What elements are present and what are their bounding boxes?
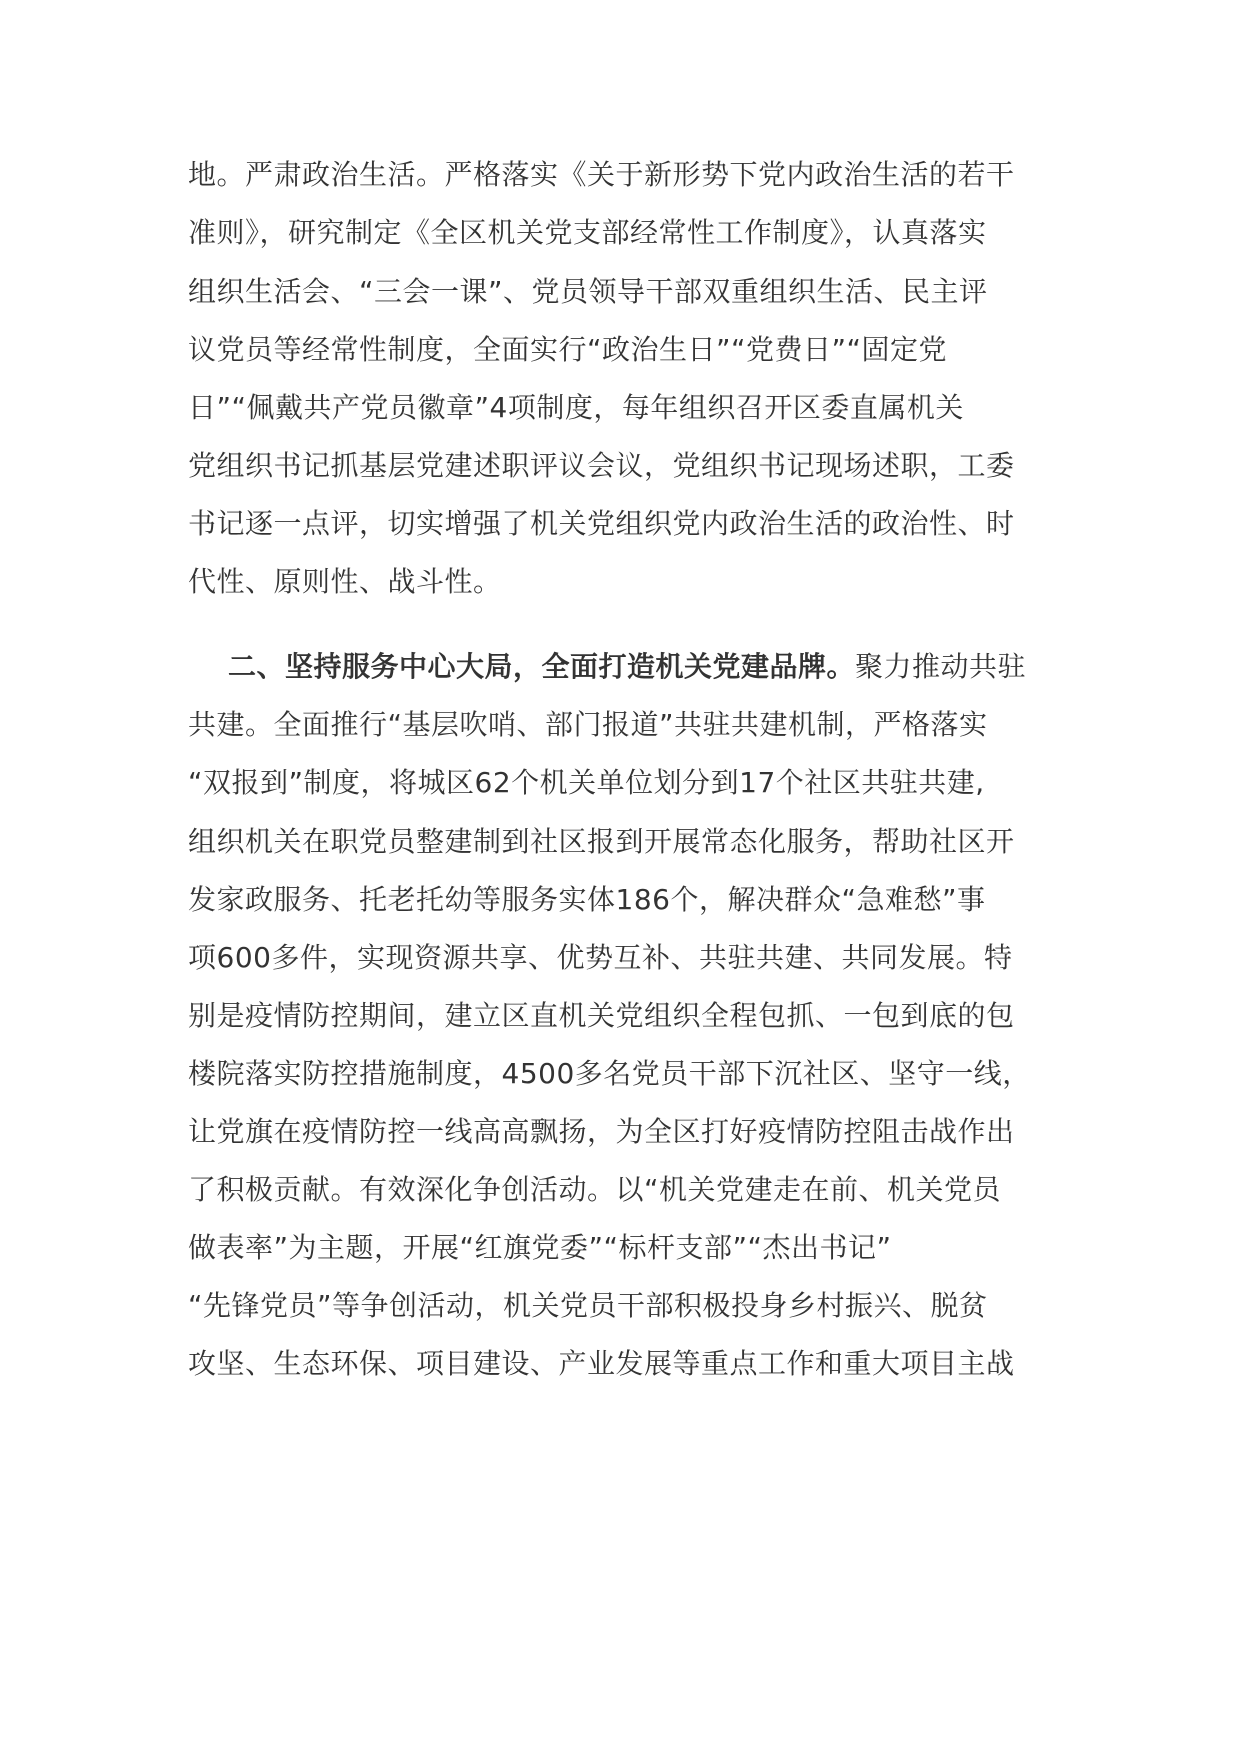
paragraph-line: 做表率”为主题，开展“红旗党委”“标杆支部”“杰出书记” xyxy=(188,1231,892,1264)
paragraph-line: 项600多件，实现资源共享、优势互补、共驻共建、共同发展。特 xyxy=(188,941,1013,974)
paragraph-line: 共建。全面推行“基层吹哨、部门报道”共驻共建机制，严格落实 xyxy=(188,708,988,741)
paragraph-line: 准则》，研究制定《全区机关党支部经常性工作制度》，认真落实 xyxy=(188,216,987,249)
paragraph-line: 攻坚、生态环保、项目建设、产业发展等重点工作和重大项目主战 xyxy=(188,1347,1015,1380)
paragraph-line: 别是疫情防控期间，建立区直机关党组织全程包抓、一包到底的包 xyxy=(188,999,1015,1032)
paragraph-first-line xyxy=(228,647,1026,687)
paragraph-line: 组织生活会、“三会一课”、党员领导干部双重组织生活、民主评 xyxy=(188,275,988,308)
paragraph-line: 党组织书记抓基层党建述职评议会议，党组织书记现场述职，工委 xyxy=(188,449,1015,482)
paragraph-line: 楼院落实防控措施制度，4500多名党员干部下沉社区、坚守一线， xyxy=(188,1057,1031,1090)
paragraph-line: 代性、原则性、战斗性。 xyxy=(188,565,502,598)
paragraph-line: “双报到”制度，将城区62个机关单位划分到17个社区共驻共建, xyxy=(188,766,985,799)
paragraph-line: “先锋党员”等争创活动，机关党员干部积极投身乡村振兴、脱贫 xyxy=(188,1289,988,1322)
paragraph-line: 日”“佩戴共产党员徽章”4项制度，每年组织召开区委直属机关 xyxy=(188,391,964,424)
heading-continuation: 聚力推动共驻 xyxy=(855,650,1027,683)
paragraph-line: 议党员等经常性制度，全面实行“政治生日”“党费日”“固定党 xyxy=(188,333,948,366)
paragraph-line: 让党旗在疫情防控一线高高飘扬，为全区打好疫情防控阻击战作出 xyxy=(188,1115,1015,1148)
paragraph-line: 了积极贡献。有效深化争创活动。以“机关党建走在前、机关党员 xyxy=(188,1173,1002,1206)
section-heading: 二、坚持服务中心大局，全面打造机关党建品牌。 xyxy=(228,650,856,683)
paragraph-line: 组织机关在职党员整建制到社区报到开展常态化服务，帮助社区开 xyxy=(188,825,1015,858)
paragraph-line: 地。严肃政治生活。严格落实《关于新形势下党内政治生活的若干 xyxy=(188,158,1015,191)
paragraph-line: 发家政服务、托老托幼等服务实体186个，解决群众“急难愁”事 xyxy=(188,883,986,916)
paragraph-line: 书记逐一点评，切实增强了机关党组织党内政治生活的政治性、时 xyxy=(188,507,1015,540)
